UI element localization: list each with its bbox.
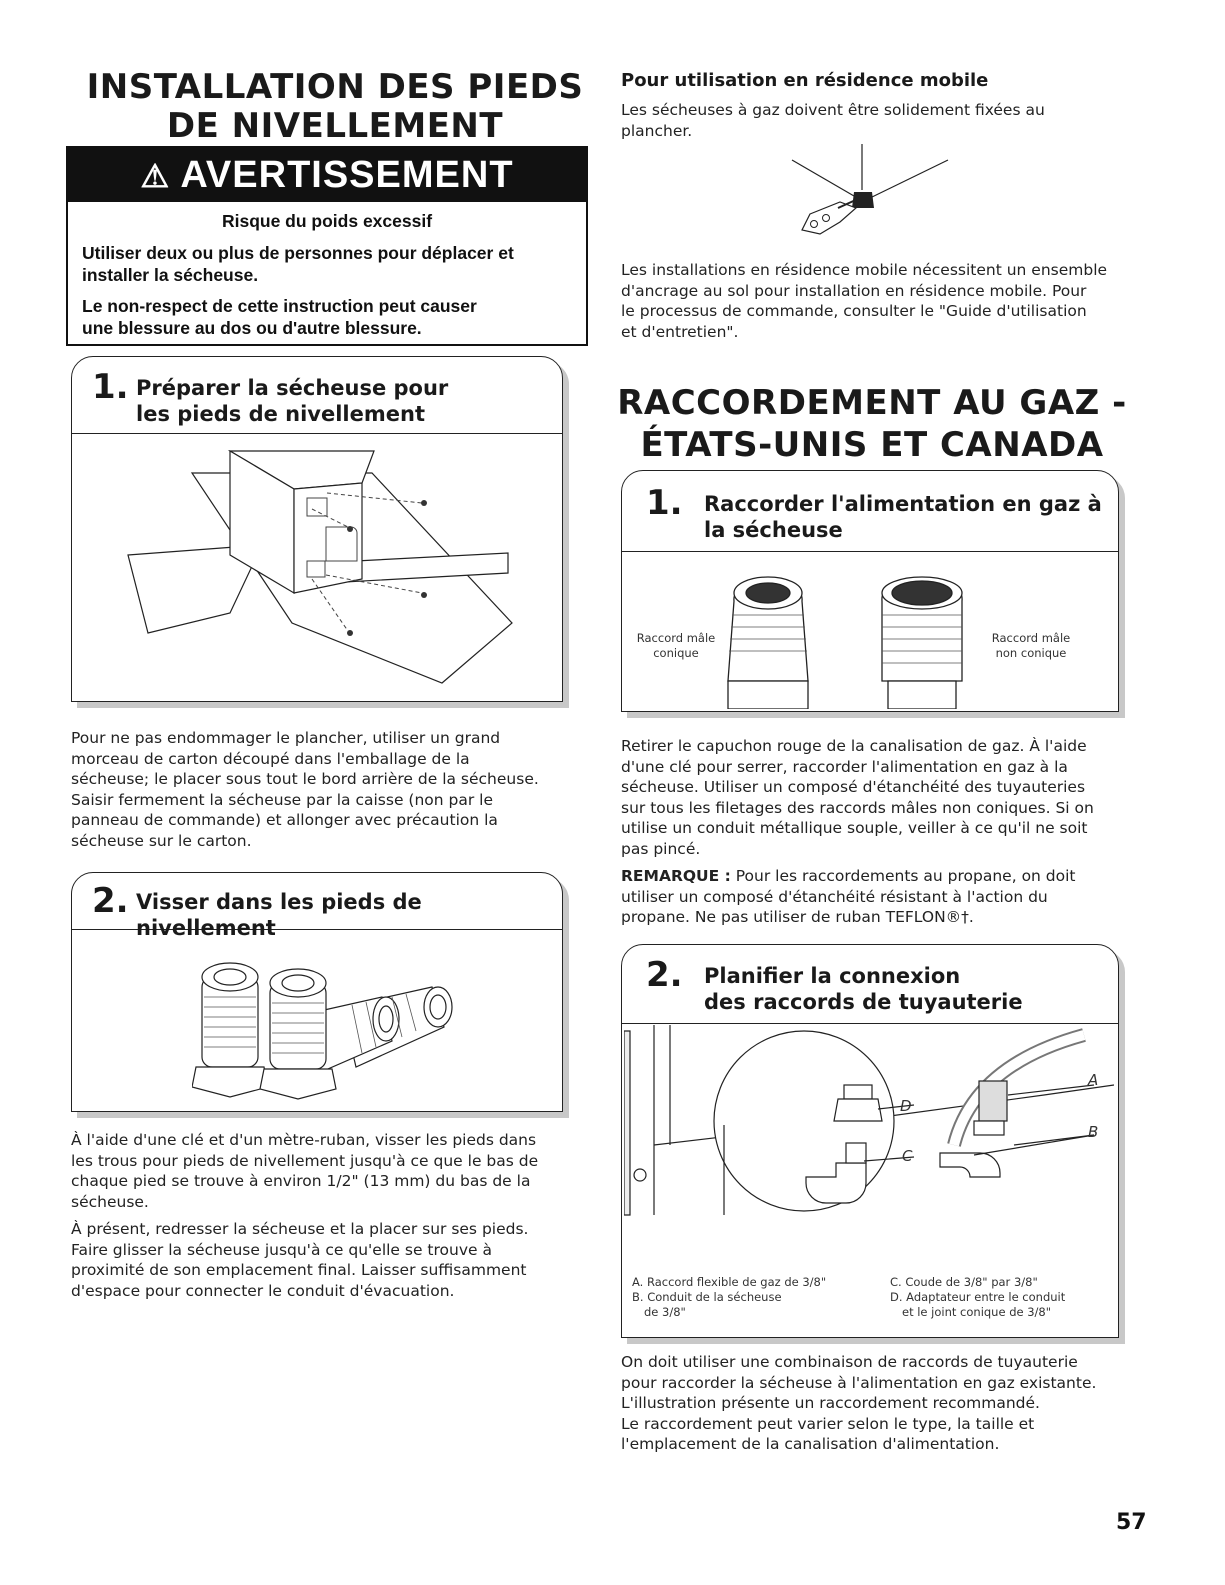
step-header (72, 873, 562, 940)
text-line: d'ancrage au sol pour installation en résidence mobile. Pour (621, 281, 1087, 300)
main-heading-line2: DE NIVELLEMENT (166, 106, 504, 146)
legend-item-b: B. Conduit de la sécheuse (632, 1290, 782, 1304)
text-line: Le raccordement peut varier selon le type, la taille et (621, 1414, 1035, 1433)
text-line: sécheuse. Utiliser un composé d'étanchéité des tuyauteries (621, 778, 1086, 796)
step-number: 2. (646, 955, 683, 995)
text-line: pas pincé. (621, 839, 701, 858)
text-line: les trous pour pieds de nivellement jusqu'à ce que le bas de (71, 1151, 539, 1170)
text-line: À l'aide d'une clé et d'un mètre-ruban, visser les pieds dans (71, 1131, 537, 1149)
step-number: 1. (92, 367, 129, 407)
propane-note (621, 866, 1121, 928)
step1-gas-panel (621, 470, 1119, 712)
gas-heading-line2: ÉTATS-UNIS ET CANADA (640, 425, 1104, 465)
text-line: proximité de son emplacement final. Laisser suffisamment (71, 1261, 527, 1279)
legend-left (632, 1275, 882, 1320)
step2-leveling-panel (71, 872, 563, 1112)
text-line: sécheuse; le placer sous tout le bord arrière de la sécheuse. (71, 770, 539, 788)
leveling-feet-illustration (192, 957, 472, 1103)
warning-banner-label: AVERTISSEMENT (180, 154, 514, 196)
warning-box (66, 146, 588, 346)
legend-item-b-cont: de 3/8" (644, 1305, 686, 1319)
legend-item-d-cont: et le joint conique de 3/8" (902, 1305, 1052, 1319)
text-line: utilise un conduit métallique souple, veiller à ce qu'il ne soit (621, 819, 1088, 837)
step2-gas-instructions (621, 1352, 1121, 1455)
mobile-home-details (621, 260, 1121, 342)
warning-banner (68, 148, 586, 202)
step-header (72, 357, 562, 434)
text-line: plancher. (621, 121, 693, 140)
step-title (704, 491, 1102, 543)
label-line: Raccord mâle (636, 631, 716, 645)
step-title (136, 375, 448, 427)
step-title-line2: la sécheuse (704, 518, 843, 542)
gas-heading-line1: RACCORDEMENT AU GAZ - (617, 383, 1127, 423)
text-line: On doit utiliser une combinaison de raccords de tuyauterie (621, 1353, 1078, 1371)
text-line: Les installations en résidence mobile nécessitent un ensemble (621, 261, 1108, 279)
step-header (622, 471, 1118, 552)
step-title-line1: Planifier la connexion (704, 964, 961, 988)
step-title-line2: des raccords de tuyauterie (704, 990, 1023, 1014)
pipe-fittings-illustration (624, 1025, 1114, 1251)
text-line: Retirer le capuchon rouge de la canalisation de gaz. À l'aide (621, 737, 1087, 755)
text-line: sécheuse sur le carton. (71, 831, 252, 850)
step2-instructions (71, 1130, 571, 1301)
callout-c: C (902, 1147, 913, 1165)
text-line: sur tous les filetages des raccords mâles non coniques. Si on (621, 798, 1094, 817)
text-line: À présent, redresser la sécheuse et la placer sur ses pieds. (71, 1220, 529, 1238)
step-number: 2. (92, 881, 129, 921)
label-line: Raccord mâle (991, 631, 1071, 645)
step1-instructions (71, 728, 571, 851)
step-title: Visser dans les pieds de nivellement (136, 890, 422, 940)
step2-gas-panel (621, 944, 1119, 1338)
dryer-on-cardboard-illustration (112, 443, 522, 693)
text-line: l'emplacement de la canalisation d'alimentation. (621, 1435, 1000, 1453)
non-tapered-fitting-label (982, 631, 1080, 661)
text-line: sécheuse. (71, 1192, 149, 1211)
legend-item-c: C. Coude de 3/8" par 3/8" (890, 1275, 1038, 1289)
legend-right (890, 1275, 1110, 1320)
main-heading (70, 68, 600, 146)
text-line: Pour ne pas endommager le plancher, utiliser un grand (71, 729, 501, 747)
text-line: Saisir fermement la sécheuse par la caisse (non par le (71, 790, 493, 809)
text-line: chaque pied se trouve à environ 1/2" (13 mm) du bas de la (71, 1172, 531, 1190)
warning-triangle-icon: ⚠ (140, 158, 171, 194)
text-line: L'illustration présente un raccordement recommandé. (621, 1394, 1040, 1412)
text-line: Faire glisser la sécheuse jusqu'à ce qu'elle se trouve à (71, 1240, 492, 1259)
step-title-line1: Raccorder l'alimentation en gaz à (704, 492, 1102, 516)
step-number: 1. (646, 483, 683, 523)
text-line: propane. Ne pas utiliser de ruban TEFLON®†. (621, 908, 974, 926)
page-number: 57 (1116, 1510, 1147, 1535)
text-line: d'une clé pour serrer, raccorder l'alimentation en gaz à la (621, 757, 1068, 776)
label-line: non conique (995, 646, 1067, 660)
step1-leveling-panel (71, 356, 563, 702)
note-label: REMARQUE : (621, 867, 731, 885)
text-line: le processus de commande, consulter le "Guide d'utilisation (621, 302, 1087, 320)
step1-gas-instructions (621, 736, 1121, 928)
text-line: panneau de commande) et allonger avec précaution la (71, 811, 498, 829)
tapered-fitting-label (630, 631, 722, 661)
text-line: morceau de carton découpé dans l'emballage de la (71, 749, 470, 768)
floor-anchor-illustration (780, 142, 960, 252)
step-title-line2: les pieds de nivellement (136, 402, 425, 426)
text-line: pour raccorder la sécheuse à l'alimentation en gaz existante. (621, 1373, 1097, 1392)
callout-d: D (900, 1097, 912, 1115)
warning-line: Le non-respect de cette instruction peut causer (82, 296, 477, 316)
callout-b: B (1088, 1123, 1099, 1141)
text-line: Pour les raccordements au propane, on doit (730, 867, 1076, 885)
warning-line: une blessure au dos ou d'autre blessure. (82, 318, 422, 338)
mobile-home-heading: Pour utilisation en résidence mobile (621, 70, 989, 91)
text-line: utiliser un composé d'étanchéité résistant à l'action du (621, 887, 1048, 906)
step-title-line1: Préparer la sécheuse pour (136, 376, 449, 400)
step-title (704, 963, 1023, 1015)
gas-connection-heading (612, 382, 1132, 466)
mobile-home-text (621, 100, 1121, 141)
gas-fittings-illustration (722, 571, 1002, 709)
main-heading-line1: INSTALLATION DES PIEDS (86, 67, 584, 107)
text-line: d'espace pour connecter le conduit d'évacuation. (71, 1281, 455, 1300)
legend-item-d: D. Adaptateur entre le conduit (890, 1290, 1066, 1304)
warning-title: Risque du poids excessif (221, 211, 433, 231)
text-line: Les sécheuses à gaz doivent être solidement fixées au (621, 101, 1045, 119)
warning-line: installer la sécheuse. (82, 265, 259, 285)
label-line: conique (653, 646, 699, 660)
warning-line: Utiliser deux ou plus de personnes pour déplacer et (82, 243, 514, 263)
legend-item-a: A. Raccord flexible de gaz de 3/8" (632, 1275, 827, 1289)
step-header (622, 945, 1118, 1024)
text-line: et d'entretien". (621, 322, 739, 341)
callout-a: A (1088, 1071, 1099, 1089)
